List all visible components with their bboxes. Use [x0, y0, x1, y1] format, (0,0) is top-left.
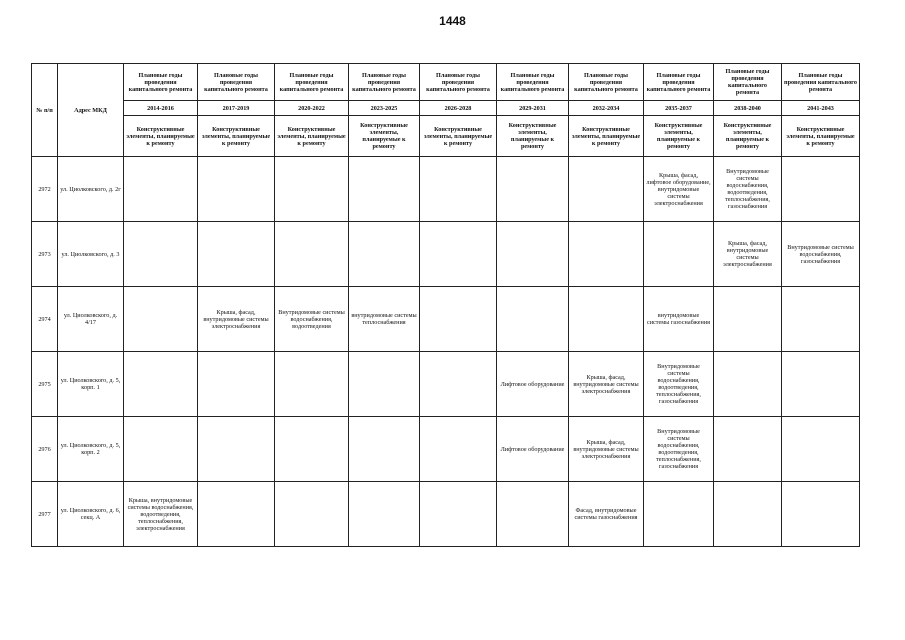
repair-elements-cell: Внутридомовые системы водоснабжения, водоотведения, теплоснабжения, газоснабжения [644, 352, 714, 417]
table-body [32, 157, 860, 547]
repair-elements-cell: Внутридомовые системы водоснабжения, водоотведения, теплоснабжения, газоснабжения [644, 417, 714, 482]
row-address: ул. Циолковского, д. 5, корп. 1 [58, 352, 124, 417]
row-address: ул. Циолковского, д. 3 [58, 222, 124, 287]
repair-elements-cell [124, 417, 198, 482]
repair-elements-cell [124, 157, 198, 222]
repair-elements-cell [275, 222, 349, 287]
repair-elements-cell [782, 417, 860, 482]
repair-elements-cell [420, 352, 497, 417]
repair-elements-cell [714, 352, 782, 417]
header-period-title: Плановые годы проведения капитального ремонта [275, 64, 349, 101]
repair-elements-cell: Крыша, фасад, внутридомовые системы электроснабжения [569, 352, 644, 417]
header-period-elements: Конструктивные элементы, планируемые к ремонту [782, 116, 860, 157]
header-period-title: Плановые годы проведения капитального ремонта [569, 64, 644, 101]
header-period-elements: Конструктивные элементы, планируемые к ремонту [420, 116, 497, 157]
repair-elements-cell [275, 482, 349, 547]
repair-elements-cell [497, 157, 569, 222]
header-period-years: 2029-2031 [497, 101, 569, 116]
repair-elements-cell [569, 222, 644, 287]
repair-elements-cell [782, 352, 860, 417]
repair-elements-cell [198, 222, 275, 287]
row-address: ул. Циолковского, д. 6, секц. А [58, 482, 124, 547]
repair-elements-cell [782, 482, 860, 547]
repair-elements-cell [198, 482, 275, 547]
repair-elements-cell [198, 352, 275, 417]
header-period-title: Плановые годы проведения капитального ремонта [497, 64, 569, 101]
repair-elements-cell: внутридомовые системы газоснабжения [644, 287, 714, 352]
repair-elements-cell [198, 417, 275, 482]
repair-elements-cell [569, 287, 644, 352]
header-address: Адрес МКД [58, 64, 124, 157]
repair-elements-cell [497, 222, 569, 287]
repair-elements-cell [124, 222, 198, 287]
header-period-years: 2035-2037 [644, 101, 714, 116]
repair-elements-cell: внутридомовые системы теплоснабжения [349, 287, 420, 352]
repair-elements-cell [349, 482, 420, 547]
repair-elements-cell [782, 287, 860, 352]
row-address: ул. Циолковского, д. 4/17 [58, 287, 124, 352]
header-period-years: 2041-2043 [782, 101, 860, 116]
header-period-elements: Конструктивные элементы, планируемые к ремонту [124, 116, 198, 157]
repair-elements-cell: Крыша, фасад, лифтовое оборудование, внутридомовые системы электроснабжения [644, 157, 714, 222]
repair-elements-cell [497, 482, 569, 547]
header-period-title: Плановые годы проведения капитального ремонта [420, 64, 497, 101]
header-period-elements: Конструктивные элементы, планируемые к ремонту [569, 116, 644, 157]
repair-elements-cell [644, 482, 714, 547]
row-number: 2972 [32, 157, 58, 222]
repair-elements-cell [420, 157, 497, 222]
repair-elements-cell: Внутридомовые системы водоснабжения, водоотведения [275, 287, 349, 352]
row-number: 2974 [32, 287, 58, 352]
repair-elements-cell [497, 287, 569, 352]
header-period-title: Плановые годы проведения капитального ремонта [349, 64, 420, 101]
header-period-title: Плановые годы проведения капитального ремонта [644, 64, 714, 101]
repair-elements-cell: Крыша, фасад, внутридомовые системы электроснабжения [714, 222, 782, 287]
repair-elements-cell [275, 157, 349, 222]
repair-elements-cell: Крыша, фасад, внутридомовые системы электроснабжения [198, 287, 275, 352]
header-period-elements: Конструктивные элементы, планируемые к ремонту [275, 116, 349, 157]
repair-elements-cell [275, 352, 349, 417]
header-period-title: Плановые годы проведения капитального ремонта [782, 64, 860, 101]
repair-elements-cell [198, 157, 275, 222]
repair-elements-cell [124, 287, 198, 352]
repair-elements-cell [349, 222, 420, 287]
header-period-title: Плановые годы проведения капитального ремонта [198, 64, 275, 101]
header-period-years: 2017-2019 [198, 101, 275, 116]
row-number: 2976 [32, 417, 58, 482]
repair-elements-cell: Фасад, внутридомовые системы газоснабжения [569, 482, 644, 547]
header-period-title: Плановые годы проведения капитального ремонта [124, 64, 198, 101]
header-period-years: 2038-2040 [714, 101, 782, 116]
table-header [32, 64, 860, 157]
repair-elements-cell [714, 287, 782, 352]
repair-elements-cell [124, 352, 198, 417]
header-period-elements: Конструктивные элементы, планируемые к ремонту [349, 116, 420, 157]
repair-elements-cell: Лифтовое оборудование [497, 352, 569, 417]
header-period-elements: Конструктивные элементы, планируемые к ремонту [714, 116, 782, 157]
repair-elements-cell [782, 157, 860, 222]
repair-elements-cell [714, 482, 782, 547]
repair-elements-cell: Внутридомовые системы водоснабжения, газоснабжения [782, 222, 860, 287]
header-period-elements: Конструктивные элементы, планируемые к ремонту [497, 116, 569, 157]
repair-elements-cell: Крыша, фасад, внутридомовые системы электроснабжения [569, 417, 644, 482]
header-period-years: 2032-2034 [569, 101, 644, 116]
table-row [32, 417, 860, 482]
repair-elements-cell: Внутридомовые системы водоснабжения, водоотведения, теплоснабжения, газоснабжения [714, 157, 782, 222]
repair-elements-cell [349, 352, 420, 417]
header-period-years: 2020-2022 [275, 101, 349, 116]
repair-elements-cell [275, 417, 349, 482]
row-address: ул. Циолковского, д. 2г [58, 157, 124, 222]
repair-elements-cell: Крыша, внутридомовые системы водоснабжения, водоотведения, теплоснабжения, электроснабжения [124, 482, 198, 547]
header-period-title: Плановые годы проведения капитального ремонта [714, 64, 782, 101]
repair-elements-cell [420, 417, 497, 482]
repair-elements-cell [644, 222, 714, 287]
page-number: 1448 [439, 14, 466, 28]
row-number: 2973 [32, 222, 58, 287]
header-period-years: 2014-2016 [124, 101, 198, 116]
header-period-years: 2023-2025 [349, 101, 420, 116]
table-row [32, 352, 860, 417]
header-period-years: 2026-2028 [420, 101, 497, 116]
header-period-elements: Конструктивные элементы, планируемые к ремонту [644, 116, 714, 157]
repair-schedule-table [31, 63, 860, 547]
row-number: 2977 [32, 482, 58, 547]
row-address: ул. Циолковского, д. 5, корп. 2 [58, 417, 124, 482]
repair-elements-cell: Лифтовое оборудование [497, 417, 569, 482]
repair-elements-cell [569, 157, 644, 222]
table-row [32, 157, 860, 222]
row-number: 2975 [32, 352, 58, 417]
repair-elements-cell [420, 222, 497, 287]
repair-elements-cell [349, 157, 420, 222]
table-row [32, 482, 860, 547]
repair-elements-cell [349, 417, 420, 482]
header-number: № п/п [32, 64, 58, 157]
table-row [32, 222, 860, 287]
repair-elements-cell [420, 482, 497, 547]
header-period-elements: Конструктивные элементы, планируемые к ремонту [198, 116, 275, 157]
repair-elements-cell [420, 287, 497, 352]
repair-elements-cell [714, 417, 782, 482]
table-row [32, 287, 860, 352]
